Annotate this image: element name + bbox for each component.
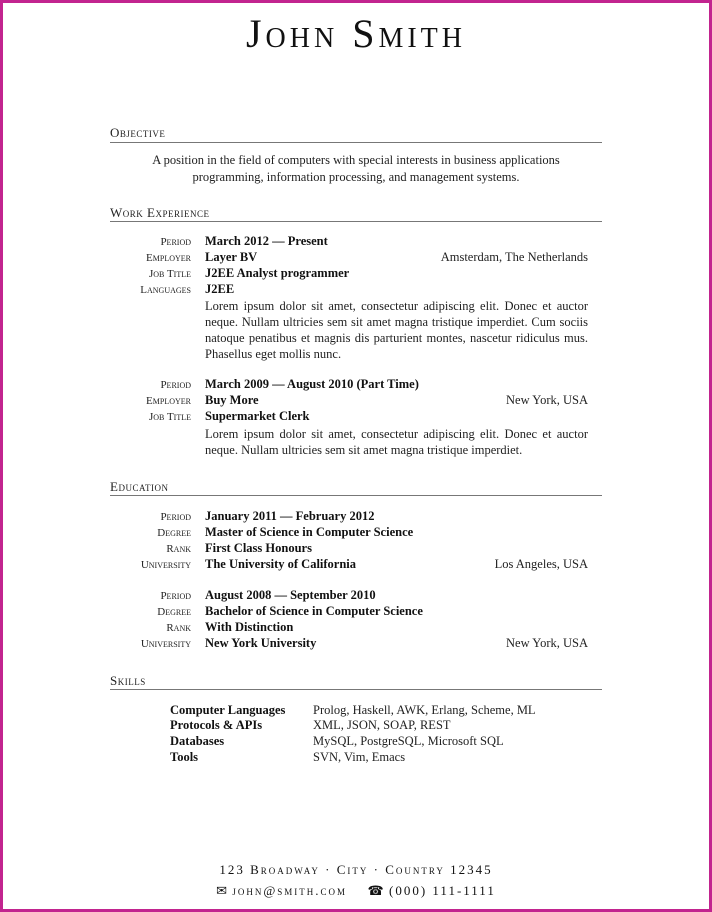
objective-line-1: A position in the field of computers with special interests in business applications <box>152 153 560 167</box>
skills-heading: Skills <box>110 673 146 688</box>
skill-value: SVN, Vim, Emacs <box>313 750 406 764</box>
envelope-icon: ✉ <box>216 883 228 898</box>
education-university: The University of California <box>205 557 357 571</box>
degree-label: Degree <box>157 527 191 539</box>
job-location: New York, USA <box>506 393 588 407</box>
skill-value: MySQL, PostgreSQL, Microsoft SQL <box>313 734 504 748</box>
education-period: January 2011 — February 2012 <box>205 509 375 523</box>
job-employer: Buy More <box>205 393 259 407</box>
period-label: Period <box>160 511 191 523</box>
job-description: Lorem ipsum dolor sit amet, consectetur adipiscing elit. Donec et auctor neque. Nullam ultricies sem sit amet magna tristique imperdiet. <box>205 427 588 457</box>
education-period: August 2008 — September 2010 <box>205 588 376 602</box>
degree-label: Degree <box>157 606 191 618</box>
skill-value: Prolog, Haskell, AWK, Erlang, Scheme, ML <box>313 703 536 717</box>
telephone-icon: ☎ <box>367 883 384 898</box>
job-title: Supermarket Clerk <box>205 409 310 423</box>
job-title-label: Job Title <box>149 411 191 423</box>
candidate-name: John Smith <box>245 11 467 56</box>
job-employer: Layer BV <box>205 250 258 264</box>
skill-label: Computer Languages <box>170 703 286 717</box>
employer-label: Employer <box>146 395 191 407</box>
footer-email[interactable]: john@smith.com <box>232 883 348 898</box>
skill-label: Protocols & APIs <box>170 718 263 732</box>
job-location: Amsterdam, The Netherlands <box>440 250 588 264</box>
university-label: University <box>140 638 191 650</box>
employer-label: Employer <box>146 252 191 264</box>
university-label: University <box>140 559 191 571</box>
skill-label: Tools <box>170 750 199 764</box>
job-title-label: Job Title <box>149 268 191 280</box>
period-label: Period <box>160 236 191 248</box>
footer-address: 123 Broadway · City · Country 12345 <box>219 862 493 877</box>
job-period: March 2012 — Present <box>205 234 328 248</box>
education-degree: Bachelor of Science in Computer Science <box>205 604 423 618</box>
rank-label: Rank <box>166 622 191 634</box>
education-rank: First Class Honours <box>205 541 312 555</box>
period-label: Period <box>160 590 191 602</box>
education-location: Los Angeles, USA <box>494 557 588 571</box>
education-rule <box>110 495 602 496</box>
work-rule <box>110 221 602 222</box>
job-description: Lorem ipsum dolor sit amet, consectetur adipiscing elit. Donec et auctor neque. Nullam ultricies sem sit amet magna tristique imperdiet. Cum sociis natoque penatibus et magnis dis parturient montes, nascetur ridiculus mus. Phasellus eget mollis nunc. <box>205 299 588 361</box>
education-rank: With Distinction <box>205 620 294 634</box>
period-label: Period <box>160 379 191 391</box>
skills-rule <box>110 689 602 690</box>
work-heading: Work Experience <box>110 205 210 220</box>
objective-rule <box>110 142 602 143</box>
objective-heading: Objective <box>110 125 166 140</box>
education-university: New York University <box>205 636 317 650</box>
education-location: New York, USA <box>506 636 588 650</box>
rank-label: Rank <box>166 543 191 555</box>
footer-phone[interactable]: (000) 111-1111 <box>389 883 496 898</box>
objective-line-2: programming, information processing, and management systems. <box>192 170 520 184</box>
job-period: March 2009 — August 2010 (Part Time) <box>205 377 419 391</box>
education-heading: Education <box>110 479 169 494</box>
job-languages: J2EE <box>205 282 235 296</box>
skill-value: XML, JSON, SOAP, REST <box>313 718 451 732</box>
job-title: J2EE Analyst programmer <box>205 266 350 280</box>
languages-label: Languages <box>140 284 191 296</box>
education-degree: Master of Science in Computer Science <box>205 525 414 539</box>
skill-label: Databases <box>170 734 225 748</box>
footer-contact <box>0 883 712 899</box>
